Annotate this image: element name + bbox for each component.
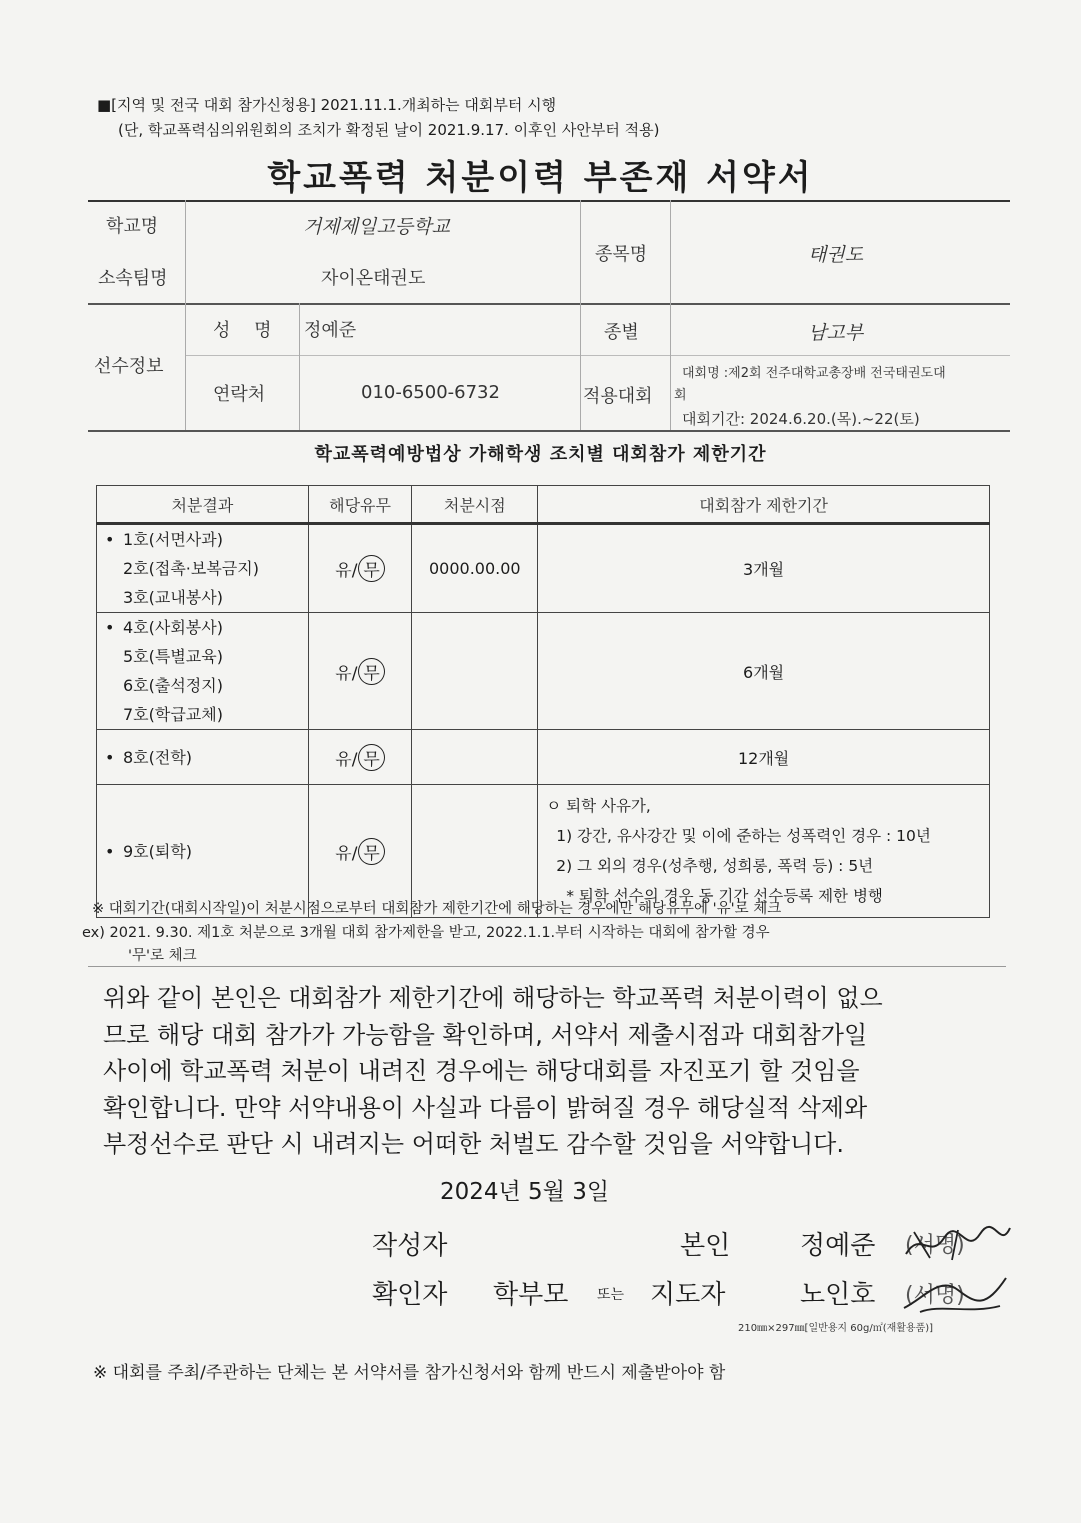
level-cell: • 8호(전학) — [97, 730, 309, 785]
table-row — [97, 730, 990, 785]
self-label: 본인 — [680, 1231, 731, 1261]
level-item: 5호(특별교육) — [123, 647, 223, 666]
pledge-line: 부정선수로 판단 시 내려지는 어떠한 처벌도 감수할 것임을 서약합니다. — [103, 1130, 844, 1158]
team-value: 자이온태권도 — [321, 268, 426, 289]
info-table — [88, 200, 1010, 432]
date-cell — [412, 613, 538, 730]
footer-note: ※ 대회를 주최/주관하는 단체는 본 서약서를 참가신청서와 함께 반드시 제출받아야 함 — [93, 1363, 726, 1383]
coach-label: 지도자 — [650, 1280, 726, 1310]
applicable-cell[interactable]: 유/ 무 — [308, 730, 412, 785]
no-checked-mark: 무 — [358, 744, 384, 771]
event-period: 대회기간: 2024.6.20.(목).~22(토) — [682, 410, 920, 428]
level-item: 4호(사회봉사) — [123, 618, 223, 637]
header-subnote: (단, 학교폭력심의위원회의 조치가 확정된 날이 2021.9.17. 이후인 사안부터 적용) — [118, 121, 660, 139]
no-checked-mark: 무 — [358, 555, 384, 582]
event-label: 적용대회 — [583, 386, 653, 407]
sport-value: 태권도 — [808, 244, 864, 266]
header-note: ■[지역 및 전국 대회 참가신청용] 2021.11.1.개최하는 대회부터 시행 — [97, 96, 557, 114]
note-1: ※ 대회기간(대회시작일)이 처분시점으로부터 대회참가 제한기간에 해당하는 경우에만 해당유무에 '유'로 체크 — [92, 901, 782, 917]
category-label: 종별 — [604, 322, 639, 343]
level-item: 8호(전학) — [123, 747, 193, 767]
sign-mark-2: (서명) — [905, 1283, 965, 1308]
reason-line: 1) 강간, 유사강간 및 이에 준하는 성폭력인 경우 : 10년 — [556, 827, 931, 845]
level-item: 7호(학급교체) — [123, 705, 223, 724]
pledge-line: 사이에 학교폭력 처분이 내려진 경우에는 해당대회를 자진포기 할 것임을 — [103, 1057, 860, 1085]
confirm-label: 확인자 — [372, 1280, 448, 1310]
document-title: 학교폭력 처분이력 부존재 서약서 — [267, 158, 814, 198]
applicable-cell[interactable]: 유/ 무 — [308, 613, 412, 730]
contact-label: 연락처 — [213, 384, 266, 405]
writer-label: 작성자 — [372, 1231, 448, 1261]
school-value: 거제제일고등학교 — [303, 216, 450, 238]
event-name-cont: 회 — [674, 388, 687, 403]
table-row — [97, 524, 990, 613]
period-cell: 6개월 — [538, 613, 990, 730]
level-cell: • 1호(서면사과) 2호(접촉·보복금지) 3호(교내봉사) — [97, 524, 309, 613]
level-cell: • 9호(퇴학) — [97, 785, 309, 918]
handwritten-signature-icon — [900, 1220, 1015, 1265]
note-3: '무'로 체크 — [128, 948, 197, 964]
period-cell: 3개월 — [538, 524, 990, 613]
no-checked-mark: 무 — [358, 838, 384, 865]
col-header-result: 처분결과 — [97, 486, 309, 524]
col-header-period: 대회참가 제한기간 — [538, 486, 990, 524]
restriction-table — [96, 485, 990, 918]
level-cell: • 4호(사회봉사) 5호(특별교육) 6호(출석정지) 7호(학급교체) — [97, 613, 309, 730]
paper-spec: 210㎜×297㎜[일반용지 60g/㎡(재활용품)] — [738, 1323, 934, 1334]
event-name: 대회명 :제2회 전주대학교총장배 전국태권도대 — [682, 366, 946, 381]
level-item: 9호(퇴학) — [123, 841, 193, 861]
level-item: 1호(서면사과) — [123, 530, 223, 549]
reason-line: ㅇ 퇴학 사유가, — [546, 797, 651, 815]
reason-line: * 퇴학 선수의 경우 동 기간 선수등록 제한 병행 — [566, 887, 883, 905]
team-label: 소속팀명 — [98, 268, 168, 289]
level-item: 2호(접촉·보복금지) — [123, 559, 259, 578]
table-row — [97, 613, 990, 730]
applicable-cell[interactable]: 유/ 무 — [308, 524, 412, 613]
date-cell — [412, 730, 538, 785]
pledge-text — [103, 980, 983, 1163]
col-header-applicable: 해당유무 — [308, 486, 412, 524]
pledge-line: 므로 해당 대회 참가가 가능함을 확인하며, 서약서 제출시점과 대회참가일 — [103, 1020, 868, 1049]
name-value: 정예준 — [304, 320, 357, 341]
applicable-cell[interactable]: 유/ 무 — [308, 785, 412, 918]
pledge-date: 2024년 5월 3일 — [440, 1179, 610, 1205]
contact-value: 010-6500-6732 — [361, 382, 500, 403]
period-cell: 12개월 — [538, 730, 990, 785]
note-2: ex) 2021. 9.30. 제1호 처분으로 3개월 대회 참가제한을 받고, 2022.1.1.부터 시작하는 대회에 참가할 경우 — [82, 925, 770, 941]
parent-label: 학부모 — [493, 1280, 569, 1310]
level-item: 3호(교내봉사) — [123, 588, 223, 607]
no-checked-mark: 무 — [358, 658, 384, 685]
pledge-line: 위와 같이 본인은 대회참가 제한기간에 해당하는 학교폭력 처분이력이 없으 — [103, 984, 883, 1012]
school-label: 학교명 — [106, 216, 159, 237]
col-header-date: 처분시점 — [412, 486, 538, 524]
pledge-line: 확인합니다. 만약 서약내용이 사실과 다름이 밝혀질 경우 해당실적 삭제와 — [103, 1093, 868, 1122]
self-name: 정예준 — [800, 1231, 876, 1261]
restriction-subtitle: 학교폭력예방법상 가해학생 조치별 대회참가 제한기간 — [314, 444, 767, 465]
player-info-label: 선수정보 — [94, 356, 164, 377]
category-value: 남고부 — [808, 322, 864, 344]
or-label: 또는 — [597, 1287, 625, 1303]
sport-label: 종목명 — [595, 244, 648, 265]
handwritten-signature-icon — [900, 1268, 1015, 1318]
coach-name: 노인호 — [800, 1280, 876, 1310]
date-cell: 0000.00.00 — [412, 524, 538, 613]
sign-mark: (서명) — [905, 1233, 965, 1258]
level-item: 6호(출석정지) — [123, 676, 223, 695]
name-label: 성 명 — [213, 320, 272, 341]
reason-line: 2) 그 외의 경우(성추행, 성희롱, 폭력 등) : 5년 — [556, 857, 874, 875]
